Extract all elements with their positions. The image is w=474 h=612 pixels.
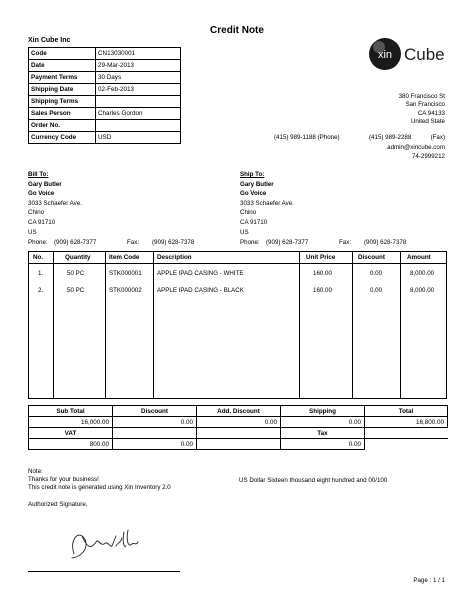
add-discount-label: Add. Discount <box>197 406 281 417</box>
item-code: STK000001 <box>109 270 142 277</box>
info-label: Shipping Date <box>29 84 96 96</box>
totals-label-row <box>29 406 448 417</box>
ship-to-company: Go Voice <box>240 190 267 198</box>
ship-to-name: Gary Butler <box>240 180 274 188</box>
info-value: 02-Feb-2013 <box>96 84 181 96</box>
bill-to-phone-label: Phone: <box>28 239 48 246</box>
col-header-unit-price: Unit Price <box>306 254 336 261</box>
address-line: United State <box>410 117 445 125</box>
info-label: Date <box>29 60 96 72</box>
totals-table <box>28 405 448 450</box>
company-reg-no: 74-2999212 <box>411 153 445 160</box>
items-table <box>28 251 447 399</box>
company-fax-label: (Fax) <box>430 134 445 141</box>
bill-to-address-line: US <box>28 228 37 236</box>
ship-to-address-line: US <box>240 228 249 236</box>
item-amount: 8,000.00 <box>410 270 435 277</box>
amount-in-words: US Dollar Sixteen thousand eight hundred and 00/100 <box>239 477 388 484</box>
note-label: Note: <box>28 468 43 475</box>
note-line: Thanks for your business! <box>28 476 99 483</box>
info-row <box>29 132 181 144</box>
item-discount: 0.00 <box>370 270 383 277</box>
logo-cube-text: Cube <box>404 45 445 64</box>
authorized-signature-label: Authorized Signature, <box>28 501 88 508</box>
info-value: 29-Mar-2013 <box>96 60 181 72</box>
ship-to-fax: (909) 628-7378 <box>364 239 407 246</box>
info-value: CN13030001 <box>96 48 181 60</box>
info-row <box>29 60 181 72</box>
info-label: Currency Code <box>29 132 96 144</box>
col-header-amount: Amount <box>407 254 431 261</box>
bill-to-address-line: CA 91710 <box>28 218 56 226</box>
tax-label: Tax <box>281 428 365 439</box>
vat-extra-value: 0.00 <box>113 439 197 450</box>
col-header-item-code: Item Code <box>109 254 140 261</box>
ship-to-phone: (909) 628-7377 <box>266 239 309 246</box>
info-table <box>28 47 181 144</box>
info-label: Payment Terms <box>29 72 96 84</box>
logo-xin-text: xin <box>377 49 393 61</box>
item-unit-price: 160.00 <box>313 287 332 294</box>
tax-label-row <box>29 428 448 439</box>
company-email: admin@xincube.com <box>387 144 445 151</box>
total-value: 16,800.00 <box>365 417 448 428</box>
address-line: San Francisco <box>405 101 445 109</box>
company-name: Xin Cube Inc <box>28 37 71 44</box>
info-row <box>29 120 181 132</box>
vat-label: VAT <box>29 428 113 439</box>
page-number: Page : 1 / 1 <box>413 577 445 584</box>
item-no: 1. <box>38 270 44 277</box>
total-label: Total <box>365 406 448 417</box>
vat-value: 800.00 <box>29 439 113 450</box>
ship-to-address-line: CA 91710 <box>240 218 268 226</box>
signature-line <box>28 571 180 572</box>
item-description: APPLE IPAD CASING - BLACK <box>157 287 244 294</box>
discount-value: 0.00 <box>113 417 197 428</box>
col-header-discount: Discount <box>358 254 385 261</box>
item-code: STK000002 <box>109 287 142 294</box>
company-address <box>399 93 445 126</box>
info-row <box>29 108 181 120</box>
item-quantity: 50 PC <box>67 287 85 294</box>
ship-to-address-line: 3033 Schaefer Ave. <box>240 199 294 207</box>
info-label: Code <box>29 48 96 60</box>
info-row <box>29 72 181 84</box>
ship-to-heading: Ship To: <box>240 171 265 178</box>
sub-total-value: 16,000.00 <box>29 417 113 428</box>
item-quantity: 50 PC <box>67 270 85 277</box>
bill-to-name: Gary Butler <box>28 180 62 188</box>
info-value: USD <box>96 132 181 144</box>
col-header-no: No. <box>33 254 44 261</box>
totals-value-row <box>29 417 448 428</box>
info-value: Charles Gordon <box>96 108 181 120</box>
shipping-value: 0.00 <box>281 417 365 428</box>
notes-block <box>28 468 171 492</box>
col-header-quantity: Quantity <box>65 254 91 261</box>
company-phone: (415) 989-1188 (Phone) <box>274 134 340 141</box>
info-value <box>96 96 181 108</box>
info-label: Shipping Terms <box>29 96 96 108</box>
add-discount-value: 0.00 <box>197 417 281 428</box>
company-fax: (415) 989-2288 <box>369 134 412 141</box>
address-line: CA 94133 <box>417 109 445 117</box>
info-row <box>29 84 181 96</box>
info-label: Sales Person <box>29 108 96 120</box>
bill-to-block <box>28 170 82 237</box>
tax-value: 0.00 <box>281 439 365 450</box>
info-row <box>29 96 181 108</box>
xincube-logo <box>368 37 458 71</box>
ship-to-fax-label: Fax: <box>339 239 352 246</box>
item-unit-price: 160.00 <box>313 270 332 277</box>
bill-to-fax: (909) 628-7378 <box>152 239 195 246</box>
item-no: 2. <box>38 287 44 294</box>
bill-to-company: Go Voice <box>28 190 55 198</box>
bill-to-phone: (909) 628-7377 <box>54 239 97 246</box>
handwritten-signature <box>62 524 152 564</box>
shipping-label: Shipping <box>281 406 365 417</box>
info-value <box>96 120 181 132</box>
col-header-description: Description <box>157 254 192 261</box>
document-title: Credit Note <box>210 25 264 36</box>
bill-to-address-line: 3033 Schaefer Ave. <box>28 199 82 207</box>
bill-to-address-line: Chino <box>28 209 45 217</box>
discount-label: Discount <box>113 406 197 417</box>
ship-to-block <box>240 170 294 237</box>
item-discount: 0.00 <box>370 287 383 294</box>
bill-to-heading: Bill To: <box>28 171 49 178</box>
bill-to-fax-label: Fax: <box>127 239 140 246</box>
item-description: APPLE IPAD CASING - WHITE <box>157 270 244 277</box>
ship-to-address-line: Chino <box>240 209 257 217</box>
sub-total-label: Sub Total <box>29 406 113 417</box>
address-line: 380 Francisco St <box>398 93 445 100</box>
item-amount: 8,000.00 <box>410 287 435 294</box>
note-line: This credit note is generated using Xin Inventory 2.0 <box>28 484 171 491</box>
ship-to-phone-label: Phone: <box>240 239 260 246</box>
info-row <box>29 48 181 60</box>
info-value: 30 Days <box>96 72 181 84</box>
tax-value-row <box>29 439 448 450</box>
info-label: Order No. <box>29 120 96 132</box>
